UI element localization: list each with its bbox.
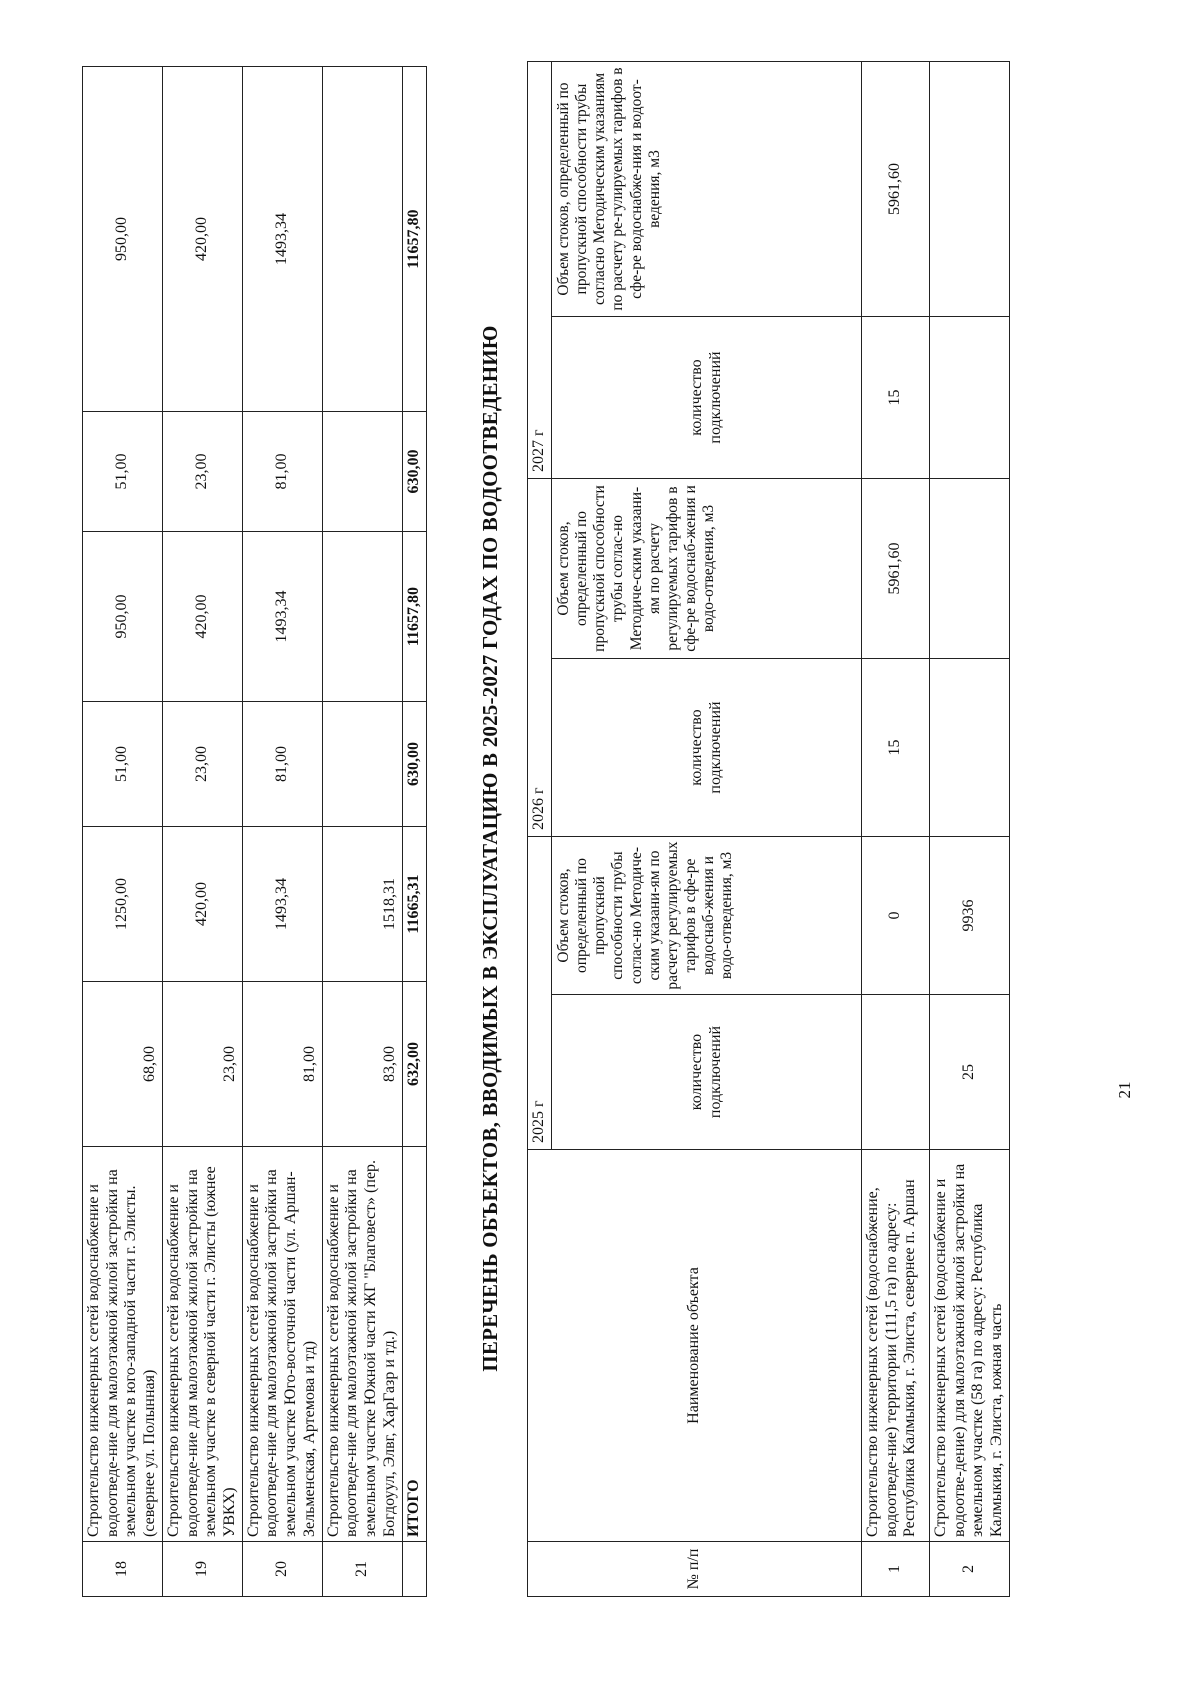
section-heading: ПЕРЕЧЕНЬ ОБЪЕКТОВ, ВВОДИМЫХ В ЭКСПЛУАТАЦИЮ В 2025-2027 ГОДАХ ПО ВОДООТВЕДЕНИЮ bbox=[478, 325, 502, 1372]
connections-2025: 83,00 bbox=[322, 982, 402, 1147]
connections-2026 bbox=[930, 659, 1010, 837]
total-label: ИТОГО bbox=[402, 1147, 426, 1542]
volume-2027: 5961,60 bbox=[862, 62, 930, 317]
header-row-years bbox=[528, 62, 552, 1597]
connections-2025: 68,00 bbox=[83, 982, 163, 1147]
object-name: Строительство инженерных сетей (водоснабжение и водоотве-дение) для малоэтажной жилой застройки на земельном участке (58 га) по адресу: Республика Калмыкия, г. Элиста, южная часть bbox=[930, 1150, 1010, 1542]
volume-2026: 420,00 bbox=[162, 532, 242, 702]
header-object-name: Наименование объекта bbox=[528, 1150, 862, 1542]
connections-2027: 23,00 bbox=[162, 412, 242, 532]
header-year-2026: 2026 г bbox=[528, 479, 552, 837]
header-num: № п/п bbox=[528, 1542, 862, 1597]
connections-2027: 15 bbox=[862, 317, 930, 479]
connections-2026: 51,00 bbox=[83, 702, 163, 827]
volume-2027: 1493,34 bbox=[242, 67, 322, 412]
volume-2025: 9936 bbox=[930, 837, 1010, 995]
total-connections-2026: 630,00 bbox=[402, 702, 426, 827]
connections-2026: 81,00 bbox=[242, 702, 322, 827]
header-volume-2026: Объем стоков, определенный по пропускной способности трубы соглас-но Методиче-ским указани-ям по расчету регулируемых тарифов в сфе-ре водоснаб-жения и водо-отведения, м3 bbox=[552, 479, 862, 659]
connections-2025: 23,00 bbox=[162, 982, 242, 1147]
total-connections-2025: 632,00 bbox=[402, 982, 426, 1147]
object-name: Строительство инженерных сетей водоснабжение и водоотведе-ние для малоэтажной жилой застройки на земельном участке Южной части ЖГ "Благовест» (пер. Богдоуул, Элвг, ХарГазр и тд.) bbox=[322, 1147, 402, 1542]
row-number: 2 bbox=[930, 1542, 1010, 1597]
page-number: 21 bbox=[1115, 1081, 1134, 1099]
row-number: 21 bbox=[322, 1542, 402, 1597]
volume-2025: 0 bbox=[862, 837, 930, 995]
object-name: Строительство инженерных сетей (водоснабжение, водоотведе-ние) территории (111,5 га) по адресу: Республика Калмыкия, г. Элиста, севернее п. Аршан bbox=[862, 1150, 930, 1542]
table-row bbox=[930, 62, 1010, 1597]
volume-2027: 950,00 bbox=[83, 67, 163, 412]
total-connections-2027: 630,00 bbox=[402, 412, 426, 532]
object-name: Строительство инженерных сетей водоснабжение и водоотведе-ние для малоэтажной жилой застройки на земельном участке в северной части г. Элисты (южнее УВКХ) bbox=[162, 1147, 242, 1542]
volume-2027 bbox=[930, 62, 1010, 317]
row-number: 18 bbox=[83, 1542, 163, 1597]
connections-2026 bbox=[322, 702, 402, 827]
header-year-2025: 2025 г bbox=[528, 837, 552, 1150]
total-volume-2027: 11657,80 bbox=[402, 67, 426, 412]
volume-2026: 950,00 bbox=[83, 532, 163, 702]
header-year-2027: 2027 г bbox=[528, 62, 552, 479]
volume-2025: 1518,31 bbox=[322, 827, 402, 982]
volume-2025: 1250,00 bbox=[83, 827, 163, 982]
connections-2027 bbox=[930, 317, 1010, 479]
header-volume-2025: Объем стоков, определенный по пропускной способности трубы соглас-но Методиче-ским указани-ям по расчету регулируемых тарифов в сфе-ре водоснаб-жения и водо-отведения, м3 bbox=[552, 837, 862, 995]
connections-2026: 23,00 bbox=[162, 702, 242, 827]
volume-2026 bbox=[322, 532, 402, 702]
connections-2025 bbox=[862, 995, 930, 1150]
table-row bbox=[242, 67, 322, 1597]
connections-2026: 15 bbox=[862, 659, 930, 837]
volume-2026: 1493,34 bbox=[242, 532, 322, 702]
wastewater-objects-table bbox=[527, 61, 1010, 1597]
connections-2027: 81,00 bbox=[242, 412, 322, 532]
connections-2027: 51,00 bbox=[83, 412, 163, 532]
total-volume-2025: 11665,31 bbox=[402, 827, 426, 982]
connections-2025: 25 bbox=[930, 995, 1010, 1150]
row-number: 1 bbox=[862, 1542, 930, 1597]
object-name: Строительство инженерных сетей водоснабжение и водоотведе-ние для малоэтажной жилой застройки на земельном участке в юго-западной части г. Элисты. (севернее ул. Полынная) bbox=[83, 1147, 163, 1542]
volume-2025: 1493,34 bbox=[242, 827, 322, 982]
volume-2027: 420,00 bbox=[162, 67, 242, 412]
row-number: 19 bbox=[162, 1542, 242, 1597]
volume-2025: 420,00 bbox=[162, 827, 242, 982]
volume-2026: 5961,60 bbox=[862, 479, 930, 659]
row-number: 20 bbox=[242, 1542, 322, 1597]
connections-2025: 81,00 bbox=[242, 982, 322, 1147]
table-row bbox=[862, 62, 930, 1597]
connections-2027 bbox=[322, 412, 402, 532]
header-connections-2027: количество подключений bbox=[552, 317, 862, 479]
object-name: Строительство инженерных сетей водоснабжение и водоотведе-ние для малоэтажной жилой застройки на земельном участке Юго-восточной части (ул. Аршан-Зельменская, Артемова и тд) bbox=[242, 1147, 322, 1542]
table-row bbox=[162, 67, 242, 1597]
total-volume-2026: 11657,80 bbox=[402, 532, 426, 702]
total-row bbox=[402, 67, 426, 1597]
table-row bbox=[322, 67, 402, 1597]
header-connections-2026: количество подключений bbox=[552, 659, 862, 837]
header-connections-2025: количество подключений bbox=[552, 995, 862, 1150]
table-row bbox=[83, 67, 163, 1597]
volume-2026 bbox=[930, 479, 1010, 659]
volume-2027 bbox=[322, 67, 402, 412]
objects-table-continued bbox=[82, 66, 427, 1597]
header-volume-2027: Объем стоков, определенный по пропускной способности трубы согласно Методическим указаниям по расчету ре-гулируемых тарифов в сфе-ре водоснабже-ния и водоот-ведения, м3 bbox=[552, 62, 862, 317]
total-cell-empty bbox=[402, 1542, 426, 1597]
